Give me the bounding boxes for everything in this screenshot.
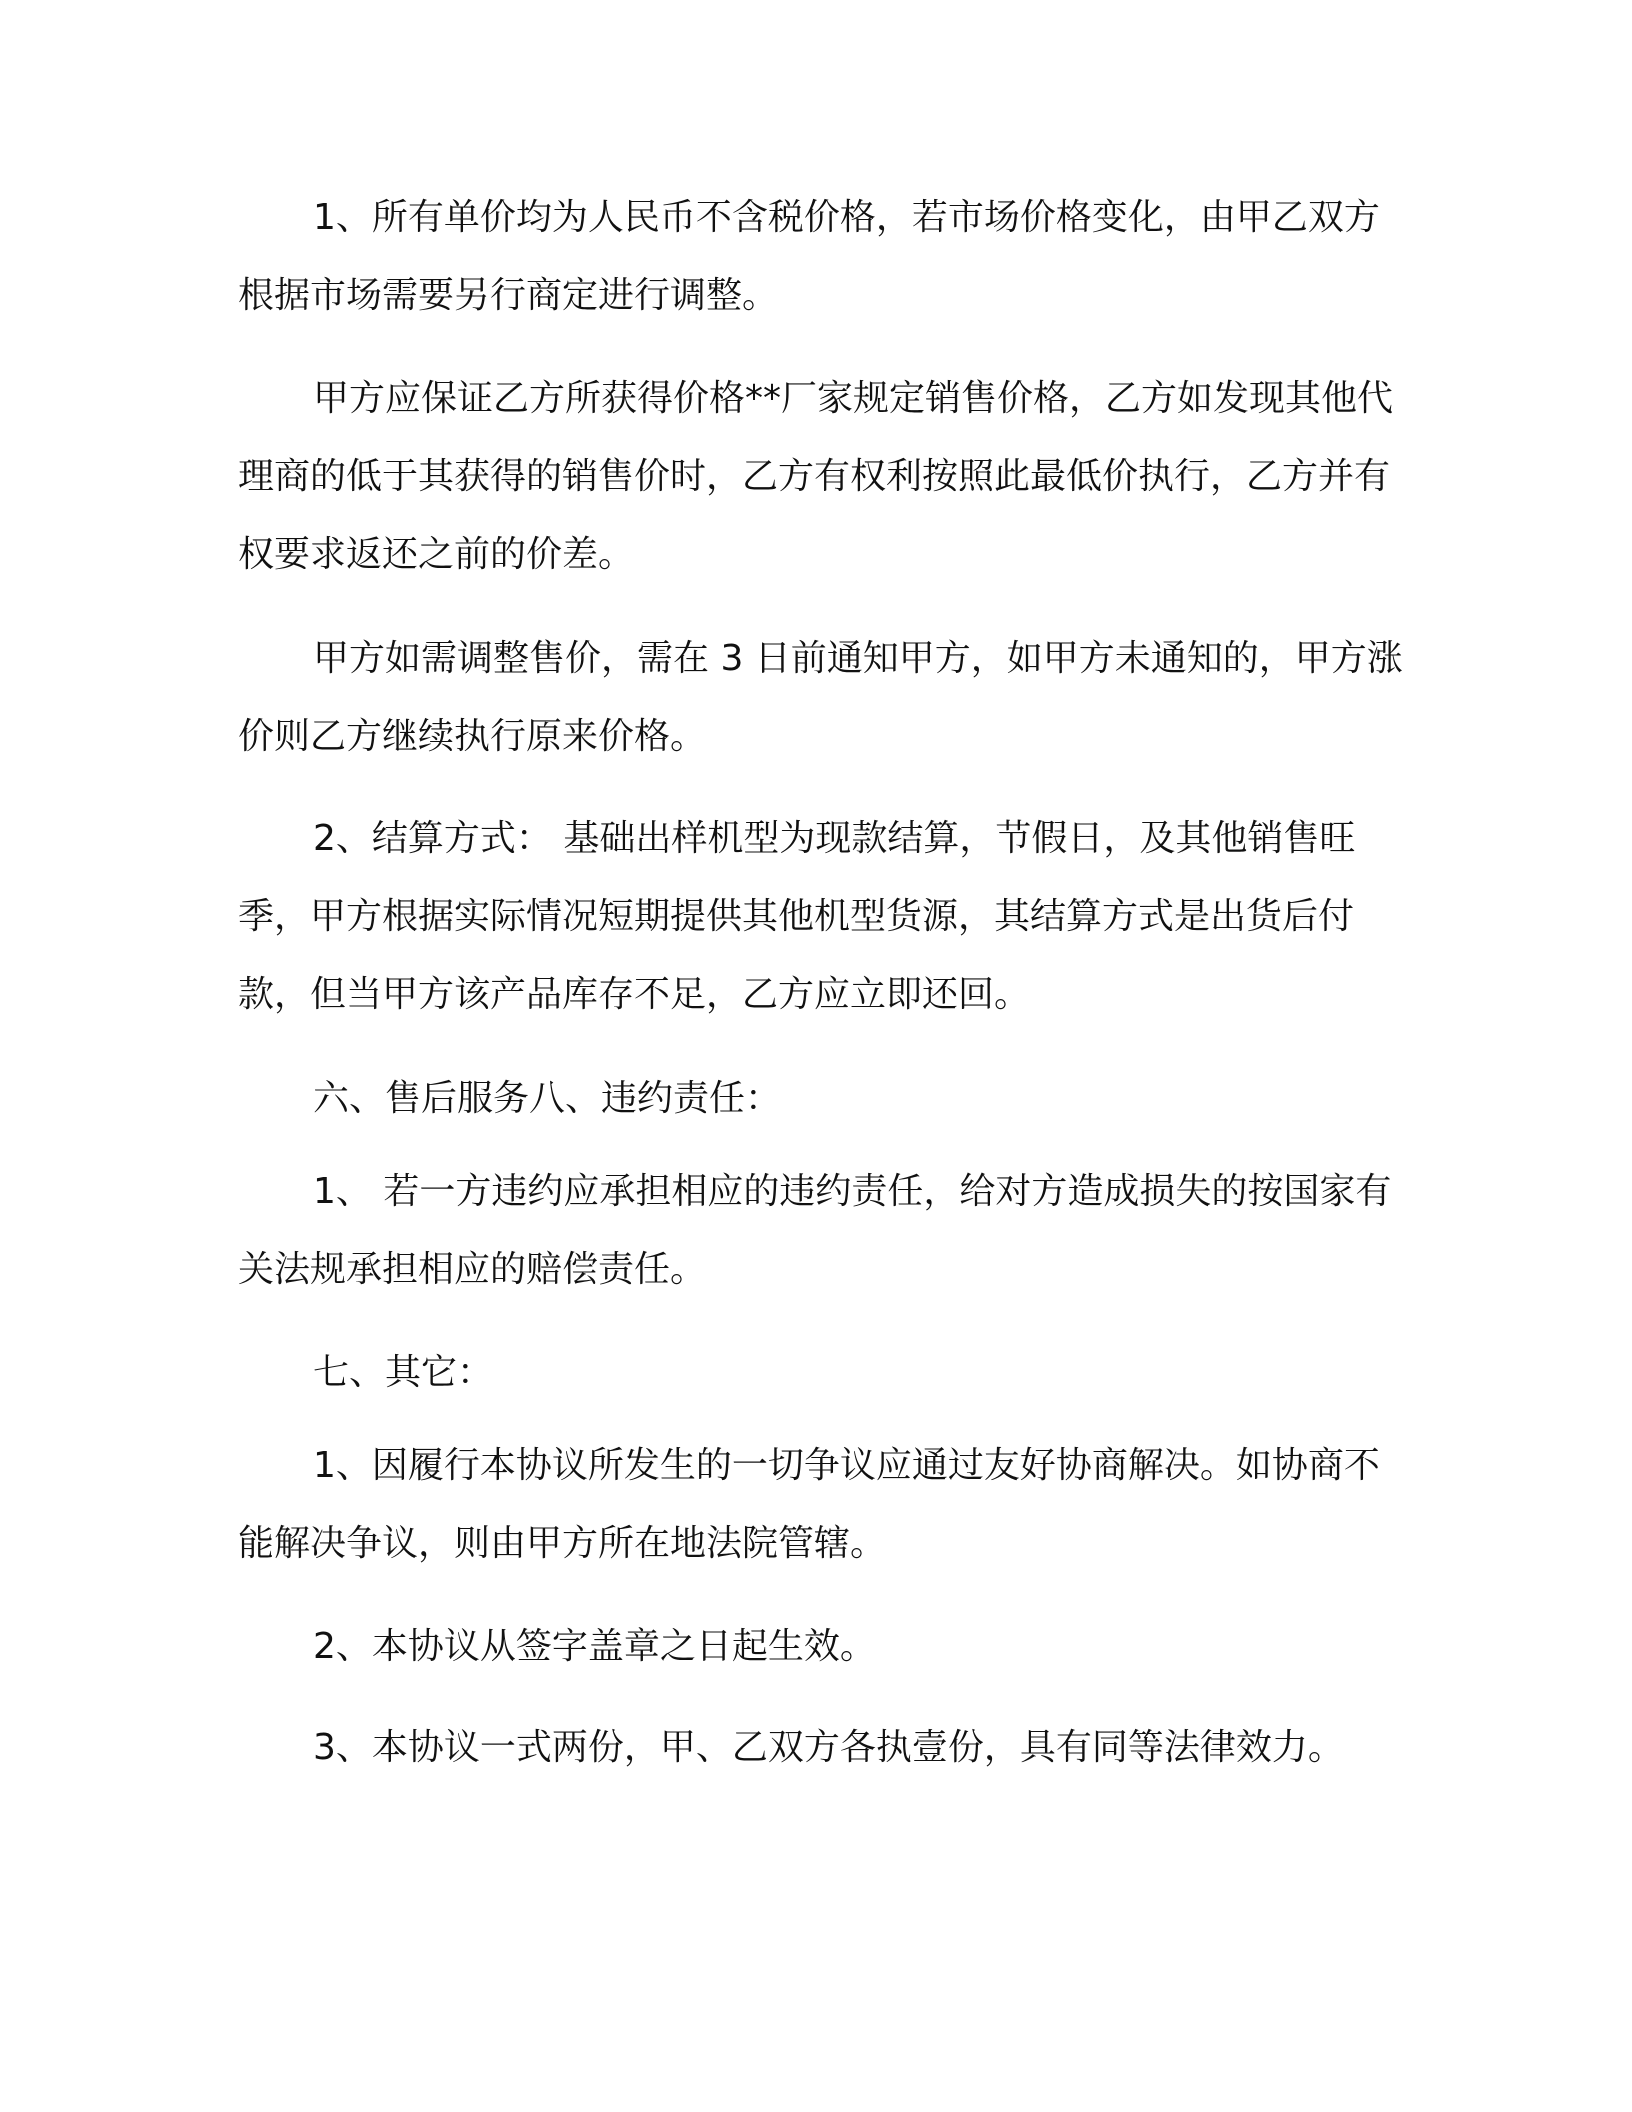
paragraph-dispute: 1、因履行本协议所发生的一切争议应通过友好协商解决。如协商不能解决争议，则由甲方所在地法院管辖。 — [238, 1445, 1380, 1564]
heading-other: 七、其它： — [313, 1352, 494, 1393]
paragraph-settlement: 2、结算方式： 基础出样机型为现款结算，节假日，及其他销售旺季，甲方根据实际情况短期提供其他机型货源，其结算方式是出货后付款，但当甲方该产品库存不足，乙方应立即还回。 — [238, 818, 1356, 1015]
paragraph-breach: 1、 若一方违约应承担相应的违约责任，给对方造成损失的按国家有关法规承担相应的赔偿责任。 — [238, 1171, 1392, 1290]
paragraph-price-guarantee: 甲方应保证乙方所获得价格**厂家规定销售价格，乙方如发现其他代理商的低于其获得的销售价时，乙方有权利按照此最低价执行，乙方并有权要求返还之前的价差。 — [238, 378, 1394, 575]
heading-after-sales-liability: 六、售后服务八、违约责任： — [313, 1078, 782, 1119]
paragraph-price-adjustment: 甲方如需调整售价，需在 3 日前通知甲方，如甲方未通知的，甲方涨价则乙方继续执行原来价格。 — [238, 638, 1403, 757]
paragraph-pricing: 1、所有单价均为人民币不含税价格，若市场价格变化，由甲乙双方根据市场需要另行商定进行调整。 — [238, 197, 1380, 316]
paragraph-copies: 3、本协议一式两份，甲、乙双方各执壹份，具有同等法律效力。 — [313, 1727, 1344, 1768]
paragraph-effective: 2、本协议从签字盖章之日起生效。 — [313, 1626, 876, 1667]
